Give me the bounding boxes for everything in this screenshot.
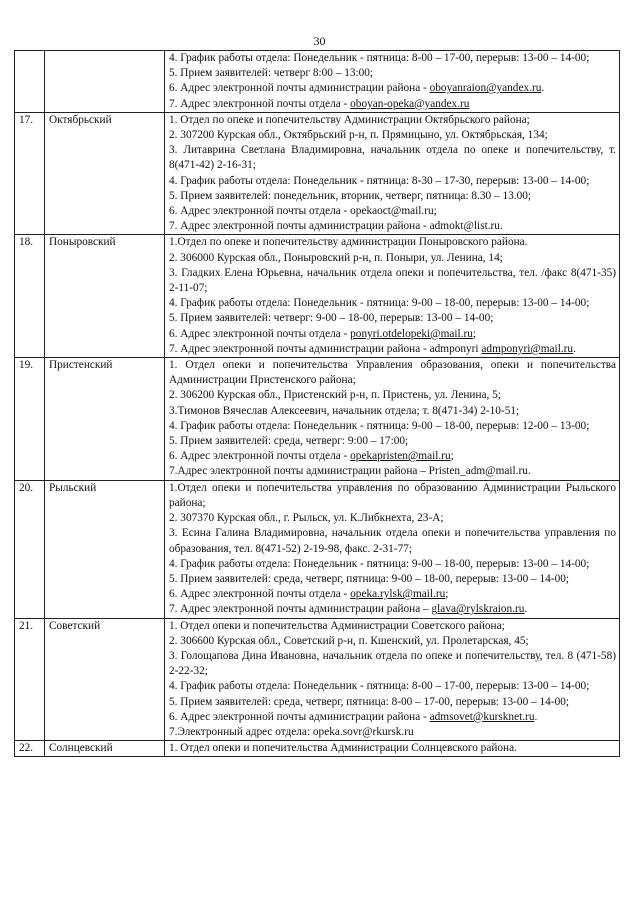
email-link[interactable]: opekapristen@mail.ru xyxy=(350,450,451,463)
info-line-tail: ; xyxy=(445,588,449,601)
info-line-tail: . xyxy=(534,710,538,723)
info-line-text: 4. График работы отдела: Понедельник - пятница: 8-30 – 17-30, перерыв: 13-00 – 14-00; xyxy=(169,174,590,187)
info-line-text: 6. Адрес электронной почты администрации района - xyxy=(169,82,430,95)
row-number-cell: 17. xyxy=(15,112,45,235)
info-line xyxy=(169,113,616,128)
info-line xyxy=(169,557,616,572)
info-line-text: 4. График работы отдела: Понедельник - пятница: 9-00 – 18-00, перерыв: 13-00 – 14-00; xyxy=(169,297,590,310)
info-line-text: 5. Прием заявителей: четверг 8:00 – 13:00; xyxy=(169,67,374,80)
district-name-cell: Советский xyxy=(45,618,165,741)
info-line xyxy=(169,619,616,634)
district-name-cell: Октябрьский xyxy=(45,112,165,235)
info-line-text: 2. 306000 Курская обл., Поныровский р-н, п. Поныри, ул. Ленина, 14; xyxy=(169,251,503,264)
info-line-text: 3. Есина Галина Владимировна, начальник отдела опеки и попечительства управления по образования, тел. 8(471-52) 2-19-98, факс. 2-31-77; xyxy=(169,527,616,555)
row-number-cell: 19. xyxy=(15,358,45,481)
table-row xyxy=(15,480,620,618)
info-line-text: 7.Адрес электронной почты администрации района – Pristen_adm@mail.ru. xyxy=(169,465,531,478)
district-name-cell: Поныровский xyxy=(45,235,165,358)
row-number-cell: 20. xyxy=(15,480,45,618)
info-line-tail: . xyxy=(573,342,576,355)
info-line-text: 1.Отдел опеки и попечительства управления по образованию Администрации Рыльского района; xyxy=(169,481,616,509)
info-line-text: 1. Отдел опеки и попечительства Администрации Советского района; xyxy=(169,619,505,632)
info-line-text: 3. Голощапова Дина Ивановна, начальник отдела по опеке и попечительству, тел. 8 (471-58) 2-22-32; xyxy=(169,649,616,678)
info-line xyxy=(169,189,616,204)
email-link[interactable]: opeka.rylsk@mail.ru xyxy=(350,588,446,601)
info-line-text: 4. График работы отдела: Понедельник - пятница: 8-00 – 17-00, перерыв: 13-00 – 14-00; xyxy=(169,680,590,693)
info-line xyxy=(169,419,616,434)
info-line xyxy=(169,649,616,679)
info-line-text: 4. График работы отдела: Понедельник - пятница: 9-00 – 18-00, перерыв: 13-00 – 14-00; xyxy=(169,557,590,570)
info-line xyxy=(169,449,616,464)
contact-info-cell xyxy=(165,741,620,757)
info-line xyxy=(169,51,616,66)
district-name-cell: Пристенский xyxy=(45,358,165,481)
info-line xyxy=(169,266,616,296)
info-line xyxy=(169,695,616,710)
contact-info-cell xyxy=(165,480,620,618)
table-row xyxy=(15,235,620,358)
row-number-cell: 18. xyxy=(15,235,45,358)
district-name-cell: Солнцевский xyxy=(45,741,165,757)
info-line xyxy=(169,526,616,556)
info-line xyxy=(169,511,616,526)
info-line-text: 5. Прием заявителей: среда, четверг, пятница: 8-00 – 17-00, перерыв: 13-00 – 14-00; xyxy=(169,695,570,708)
info-line xyxy=(169,251,616,266)
info-line xyxy=(169,481,616,511)
info-line xyxy=(169,710,616,725)
info-line-text: 6. Адрес электронной почты отдела - xyxy=(169,450,351,463)
district-name-cell xyxy=(45,51,165,113)
info-line-text: 3.Тимонов Вячеслав Алексеевич, начальник отдела; т. 8(471-34) 2-10-51; xyxy=(169,404,520,417)
info-line xyxy=(169,296,616,311)
info-line-tail: ; xyxy=(472,327,477,340)
info-line-text: 1.Отдел по опеке и попечительству администрации Поныровского района. xyxy=(169,236,528,249)
info-line-text: 3. Гладких Елена Юрьевна, начальник отдела опеки и попечительства, тел. /факс 8(471-35) 2-11-07; xyxy=(169,266,616,295)
info-line-text: 5. Прием заявителей: четверг: 9-00 – 18-00, перерыв: 13-00 – 14-00; xyxy=(169,312,494,325)
info-line-tail: ; xyxy=(450,450,454,463)
info-line-tail: . xyxy=(524,603,528,616)
info-line xyxy=(169,81,616,96)
row-number-cell: 21. xyxy=(15,618,45,741)
contacts-table-body xyxy=(15,51,620,757)
info-line xyxy=(169,128,616,143)
email-link[interactable]: admponyri@mail.ru xyxy=(481,342,574,355)
info-line xyxy=(169,174,616,189)
info-line xyxy=(169,404,616,419)
info-line xyxy=(169,219,616,234)
info-line-text: 2. 307370 Курская обл., г. Рыльск, ул. К.Либкнехта, 23-А; xyxy=(169,512,444,525)
info-line xyxy=(169,97,616,112)
info-line-text: 7. Адрес электронной почты администрации района – xyxy=(169,603,432,616)
info-line-text: 6. Адрес электронной почты отдела - xyxy=(169,327,351,340)
contact-info-cell xyxy=(165,358,620,481)
row-number-cell: 22. xyxy=(15,741,45,757)
info-line xyxy=(169,66,616,81)
info-line xyxy=(169,434,616,449)
table-row xyxy=(15,112,620,235)
info-line xyxy=(169,388,616,403)
page-number: 30 xyxy=(313,34,326,48)
info-line-text: 2. 307200 Курская обл., Октябрьский р-н, п. Прямицыно, ул. Октябрьская, 134; xyxy=(169,129,548,142)
info-line xyxy=(169,572,616,587)
info-line xyxy=(169,602,616,617)
email-link[interactable]: oboyan-opeka@yandex.ru xyxy=(350,97,470,110)
info-line xyxy=(169,725,616,740)
info-line-text: 5. Прием заявителей: понедельник, вторник, четверг, пятница: 8.30 – 13.00; xyxy=(169,189,532,202)
info-line-text: 2. 306200 Курская обл., Пристенский р-н, п. Пристень, ул. Ленина, 5; xyxy=(169,389,501,402)
contact-info-cell xyxy=(165,618,620,741)
district-name-cell: Рыльский xyxy=(45,480,165,618)
info-line xyxy=(169,741,616,756)
info-line-text: 2. 306600 Курская обл., Советский р-н, п. Кшенский, ул. Пролетарская, 45; xyxy=(169,634,529,647)
info-line xyxy=(169,342,616,357)
info-line-text: 4. График работы отдела: Понедельник - пятница: 8-00 – 17-00, перерыв: 13-00 – 14-00; xyxy=(169,52,590,64)
contact-info-cell xyxy=(165,51,620,113)
info-line-text: 1. Отдел опеки и попечительства Администрации Солнцевского района. xyxy=(169,742,517,755)
info-line xyxy=(169,358,616,388)
email-link[interactable]: glava@rylskraion.ru xyxy=(431,603,525,616)
info-line xyxy=(169,634,616,649)
table-row xyxy=(15,51,620,113)
info-line-text: 6. Адрес электронной почты отдела - xyxy=(169,588,351,601)
info-line-tail: . xyxy=(541,82,545,95)
contacts-table xyxy=(14,50,620,757)
contact-info-cell xyxy=(165,235,620,358)
info-line xyxy=(169,204,616,219)
row-number-cell xyxy=(15,51,45,113)
email-link[interactable]: admsovet@kursknet.ru xyxy=(429,710,535,723)
info-line-text: 5. Прием заявителей: среда, четверг, пятница: 9-00 – 18-00, перерыв: 13-00 – 14-00; xyxy=(169,572,570,585)
info-line-text: 6. Адрес электронной почты отдела - opekaoct@mail.ru; xyxy=(169,205,437,218)
email-link[interactable]: ponyri.otdelopeki@mail.ru xyxy=(350,327,473,340)
info-line-text: 5. Прием заявителей: среда, четверг: 9:00 – 17:00; xyxy=(169,435,409,448)
info-line-text: 7. Адрес электронной почты администрации района - admokt@list.ru. xyxy=(169,220,503,233)
info-line xyxy=(169,311,616,326)
table-row xyxy=(15,741,620,757)
info-line xyxy=(169,143,616,173)
info-line xyxy=(169,327,616,342)
info-line-text: 7.Электронный адрес отдела: opeka.sovr@rkursk.ru xyxy=(169,725,414,738)
info-line-text: 1. Отдел опеки и попечительства Управления образования, опеки и попечительства Администрации Пристенского района; xyxy=(169,359,616,387)
info-line xyxy=(169,679,616,694)
info-line-text: 7. Адрес электронной почты администрации района - admponyri xyxy=(169,342,482,355)
info-line-text: 7. Адрес электронной почты отдела - xyxy=(169,97,351,110)
email-link[interactable]: oboyanraion@yandex.ru xyxy=(429,82,542,95)
table-row xyxy=(15,358,620,481)
info-line xyxy=(169,235,616,250)
info-line-text: 3. Литаврина Светлана Владимировна, начальник отдела по опеке и попечительству, т. 8(471-42) 2-16-31; xyxy=(169,144,616,172)
info-line-text: 1. Отдел по опеке и попечительству Администрации Октябрьского района; xyxy=(169,113,530,126)
table-row xyxy=(15,618,620,741)
contact-info-cell xyxy=(165,112,620,235)
info-line-text: 6. Адрес электронной почты администрации района - xyxy=(169,710,430,723)
info-line-text: 4. График работы отдела: Понедельник - пятница: 9-00 – 18-00, перерыв: 12-00 – 13-00; xyxy=(169,419,590,432)
info-line xyxy=(169,587,616,602)
info-line xyxy=(169,464,616,479)
